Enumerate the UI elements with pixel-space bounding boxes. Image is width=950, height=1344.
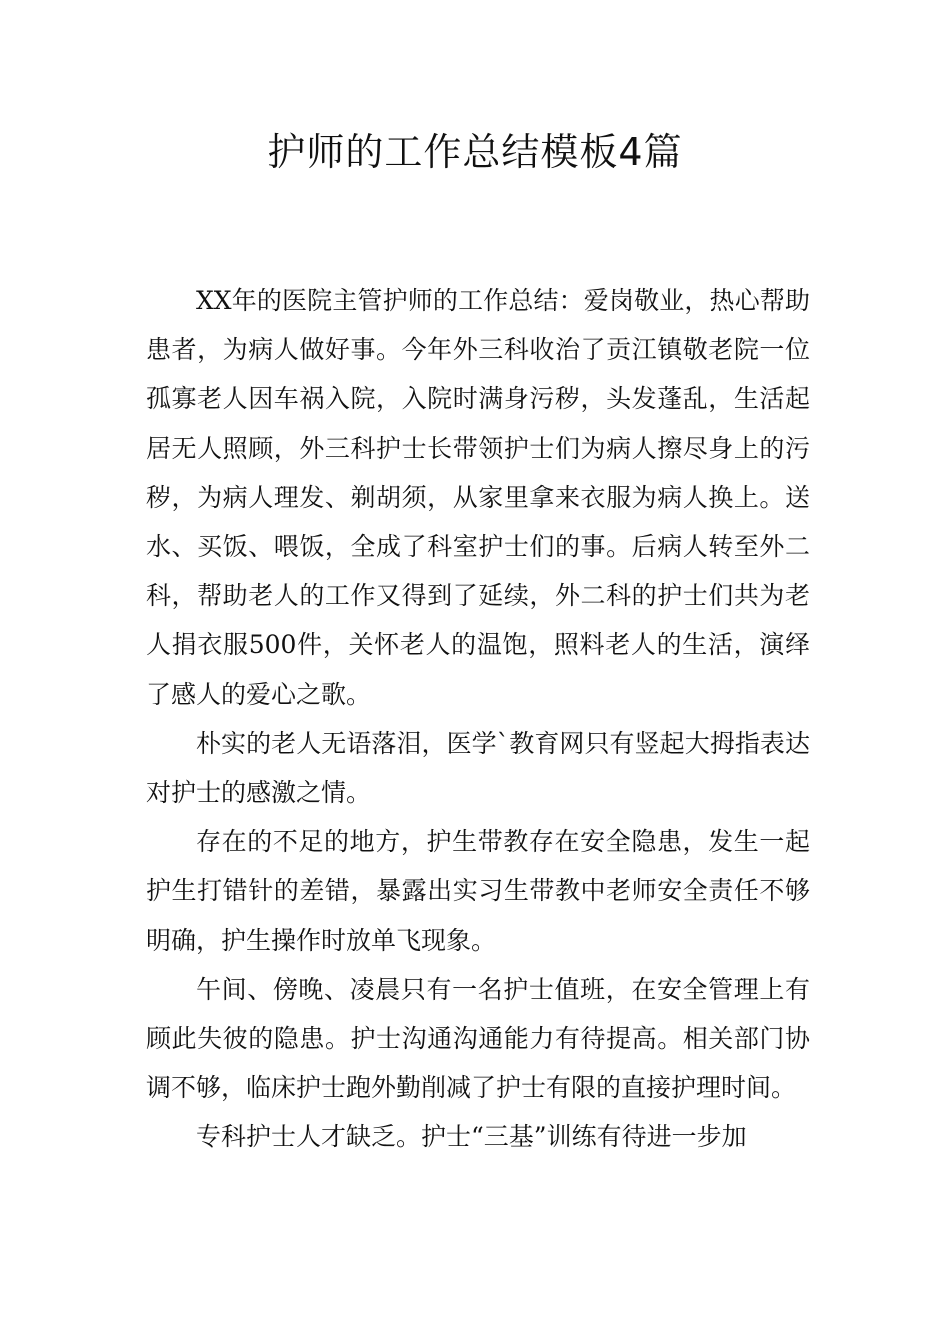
paragraph: 朴实的老人无语落泪，医学`教育网只有竖起大拇指表达对护士的感激之情。: [146, 728, 810, 808]
paragraph: 专科护士人才缺乏。护士“三基”训练有待进一步加: [196, 1122, 747, 1152]
document-title: 护师的工作总结模板4篇: [267, 130, 683, 174]
paragraph: 午间、傍晚、凌晨只有一名护士值班，在安全管理上有顾此失彼的隐患。护士沟通沟通能力有待提高。相关部门协调不够，临床护士跑外勤削减了护士有限的直接护理时间。: [146, 974, 810, 1103]
paragraph: 存在的不足的地方，护生带教存在安全隐患，发生一起护生打错针的差错，暴露出实习生带教中老师安全责任不够明确，护生操作时放单飞现象。: [146, 827, 810, 955]
document-body: [146, 276, 810, 1162]
paragraph: XX年的医院主管护师的工作总结：爱岗敬业，热心帮助患者，为病人做好事。今年外三科收治了贡江镇敬老院一位孤寡老人因车祸入院，入院时满身污秽，头发蓬乱，生活起居无人照顾，外三科护士长带领护士们为病人擦尽身上的污秽，为病人理发、剃胡须，从家里拿来衣服为病人换上。送水、买饭、喂饭，全成了科室护士们的事。后病人转至外二科，帮助老人的工作又得到了延续，外二科的护士们共为老人捐衣服500件，关怀老人的温饱，照料老人的生活，演绎了感人的爱心之歌。: [146, 286, 810, 709]
